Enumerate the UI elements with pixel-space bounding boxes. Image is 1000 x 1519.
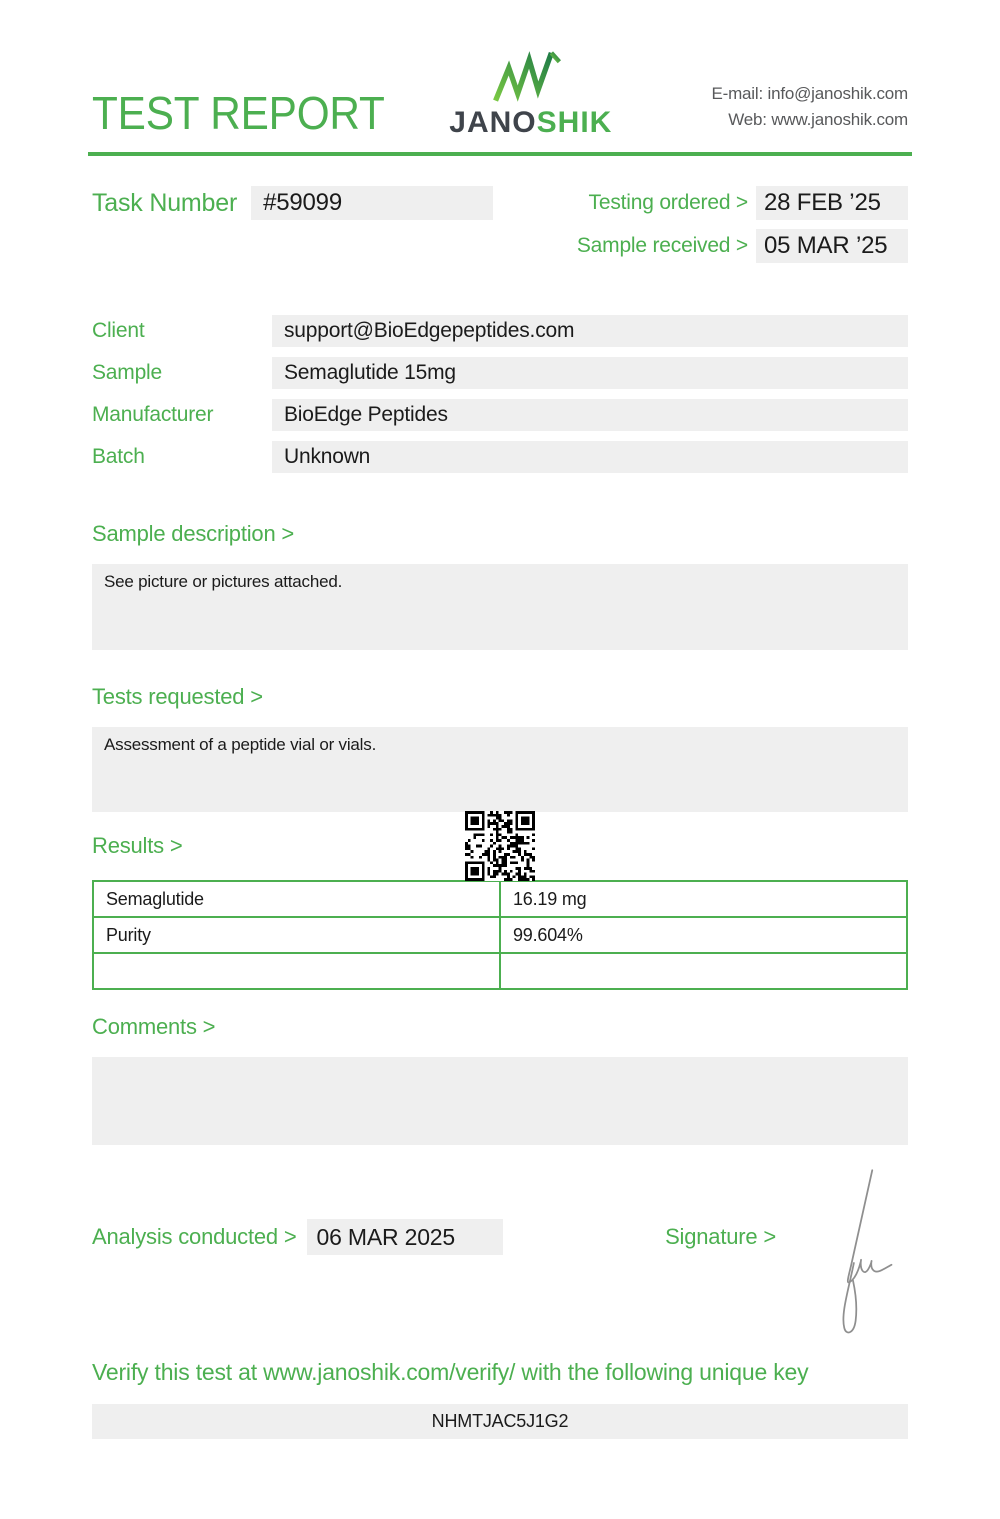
batch-value: Unknown [272, 441, 908, 473]
sample-received-value: 05 MAR ’25 [756, 229, 908, 263]
email-value: info@janoshik.com [767, 84, 908, 103]
table-row [93, 917, 907, 953]
task-section [92, 186, 908, 263]
sample-value: Semaglutide 15mg [272, 357, 908, 389]
field-row-batch [92, 441, 908, 473]
testing-ordered-row [577, 186, 908, 220]
contact-info [711, 81, 908, 138]
result-value [500, 953, 907, 989]
signature-area [812, 1219, 908, 1255]
trend-chart-icon [483, 44, 579, 106]
table-row [93, 953, 907, 989]
page-title: TEST REPORT [92, 87, 385, 139]
task-number-group [92, 186, 493, 220]
task-number-label: Task Number [92, 188, 238, 217]
result-name: Purity [93, 917, 500, 953]
signature-scribble [812, 1165, 908, 1340]
result-value: 99.604% [500, 917, 907, 953]
analysis-conducted-label: Analysis conducted > [92, 1224, 297, 1249]
field-row-manufacturer [92, 399, 908, 431]
verify-instruction: Verify this test at www.janoshik.com/verify/ with the following unique key [92, 1359, 809, 1385]
tests-requested-heading: Tests requested > [92, 684, 263, 709]
sample-received-row [577, 229, 908, 263]
sample-description-heading: Sample description > [92, 521, 295, 546]
email-label: E-mail: [711, 84, 763, 103]
dates-group [577, 186, 908, 263]
sample-label: Sample [92, 361, 163, 384]
analysis-date-value: 06 MAR 2025 [307, 1219, 503, 1255]
unique-key-value: NHMTJAC5J1G2 [92, 1404, 908, 1439]
report-header [92, 44, 908, 138]
manufacturer-value: BioEdge Peptides [272, 399, 908, 431]
header-divider [88, 152, 912, 156]
table-row [93, 881, 907, 917]
web-value: www.janoshik.com [771, 109, 908, 129]
field-row-sample [92, 357, 908, 389]
testing-ordered-value: 28 FEB ’25 [756, 186, 908, 220]
tests-requested-text: Assessment of a peptide vial or vials. [92, 727, 908, 812]
analysis-signature-row [92, 1219, 908, 1255]
testing-ordered-label: Testing ordered > [588, 191, 748, 214]
sample-description-section [92, 521, 908, 650]
field-row-client [92, 315, 908, 347]
report-page [0, 44, 1000, 138]
client-label: Client [92, 319, 145, 342]
result-value: 16.19 mg [500, 881, 907, 917]
result-name [93, 953, 500, 989]
comments-section [92, 1014, 908, 1145]
signature-label: Signature > [665, 1224, 776, 1249]
result-name: Semaglutide [93, 881, 500, 917]
results-table [92, 880, 908, 990]
comments-text [92, 1057, 908, 1145]
qr-code [465, 811, 535, 881]
logo-wordmark [449, 108, 612, 138]
manufacturer-label: Manufacturer [92, 403, 214, 426]
results-heading: Results > [92, 833, 183, 858]
batch-label: Batch [92, 445, 145, 468]
comments-heading: Comments > [92, 1014, 216, 1039]
sample-received-label: Sample received > [576, 234, 748, 257]
task-number-value: #59099 [251, 186, 493, 220]
contact-email-line [711, 81, 908, 107]
janoshik-logo [449, 44, 612, 138]
client-value: support@BioEdgepeptides.com [272, 315, 908, 347]
results-heading-band [92, 812, 908, 880]
contact-web-line [711, 107, 908, 133]
logo-text-green: SHIK [536, 106, 613, 139]
tests-requested-section [92, 684, 908, 812]
sample-description-text: See picture or pictures attached. [92, 564, 908, 650]
logo-text-dark: JANO [449, 106, 537, 139]
web-label: Web: [728, 109, 767, 129]
info-fields [92, 315, 908, 473]
